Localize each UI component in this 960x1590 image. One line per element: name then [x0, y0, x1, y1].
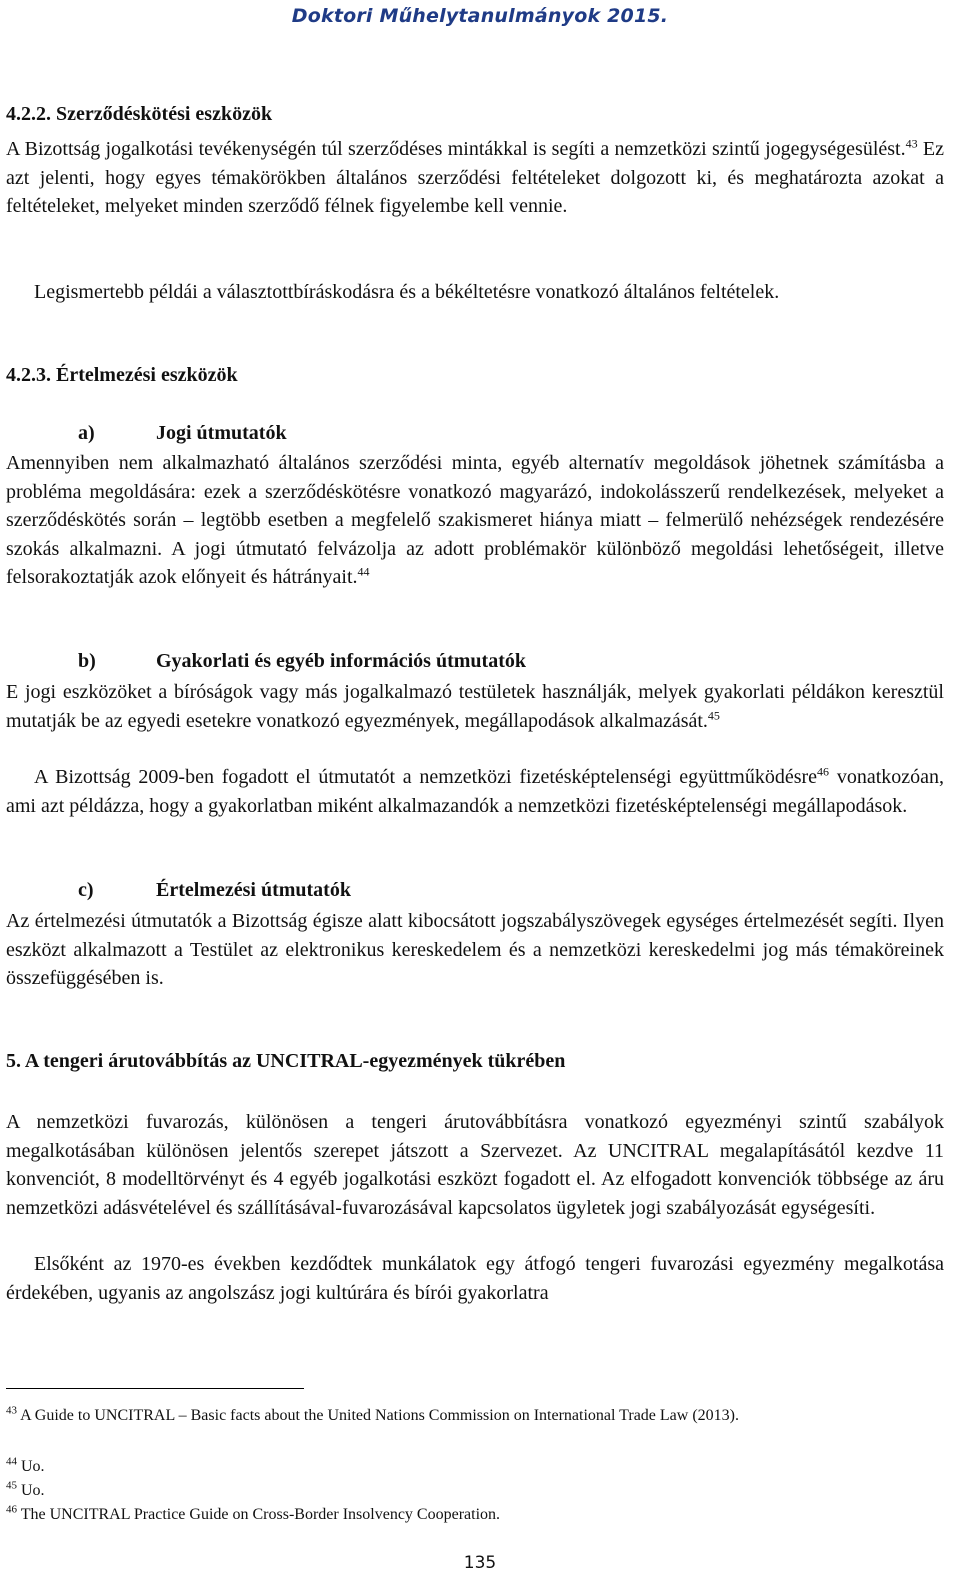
running-header: Doktori Műhelytanulmányok 2015.	[291, 5, 669, 27]
footnote-text: Uo.	[21, 1458, 45, 1475]
paragraph-text: A Bizottság jogalkotási tevékenységén túl szerződéses mintákkal is segíti a nemzetközi szintű jogegységesülést.	[6, 138, 906, 160]
paragraph-text: Ez azt jelenti, hogy egyes témakörökben általános szerződési feltételeket dolgozott ki, és meghatározta azokat a feltételeket, melyeket minden szerződő félnek figyelembe kell vennie.	[6, 138, 945, 217]
paragraph-contract-tools	[6, 135, 944, 221]
paragraph-text: A Bizottság 2009-ben fogadott el útmutatót a nemzetközi fizetésképtelenségi együttműködésre	[34, 766, 818, 788]
subheading-label: b)	[78, 650, 96, 672]
paragraph-text: Amennyiben nem alkalmazható általános szerződési minta, egyéb alternatív megoldások jöhetnek számításba a probléma megoldására: ezek a szerződéskötésre vonatkozó magyarázó, indokolásszerű rendelkezések, melyeket a szerződéskötés során – legtöbb esetben a megfelelő szakismeret hiánya miatt – felmerülő nehézségek rendezésére szokás alkalmazni. A jogi útmutató felvázolja az adott problémakör különböző megoldási lehetőségeit, illetve felsorakoztatják azok előnyeit és hátrányait.	[6, 452, 944, 588]
footnote-43	[6, 1404, 944, 1428]
footnote-text: The UNCITRAL Practice Guide on Cross-Border Insolvency Cooperation.	[20, 1506, 501, 1523]
footnote-46	[6, 1503, 944, 1527]
footnote-number: 45	[6, 1479, 17, 1492]
subheading-label: a)	[78, 422, 95, 444]
footnote-ref[interactable]: 46	[817, 764, 830, 779]
footnote-ref[interactable]: 44	[357, 564, 370, 579]
footnote-number: 46	[6, 1503, 17, 1516]
paragraph-insolvency-guide	[6, 763, 944, 820]
paragraph-text: E jogi eszközöket a bíróságok vagy más jogalkalmazó testületek használják, melyek gyakorlati példákon keresztül mutatják be az egyedi esetekre vonatkozó egyezmények, megállapodások alkalmazását.	[6, 681, 944, 732]
footnote-number: 44	[6, 1455, 17, 1468]
footnote-ref[interactable]: 43	[905, 136, 918, 151]
paragraph-text: vonatkozóan, ami azt példázza, hogy a gyakorlatban miként alkalmazandók a nemzetközi fizetésképtelenségi megállapodások.	[6, 766, 945, 817]
paragraph-1970s: Elsőként az 1970-es években kezdődtek munkálatok egy átfogó tengeri fuvarozási egyezmény megalkotása érdekében, ugyanis az angolszász jogi kultúrára és bírói gyakorlatra	[6, 1253, 944, 1304]
section-heading-4-2-3: 4.2.3. Értelmezési eszközök	[6, 364, 238, 386]
section-heading-4-2-2: 4.2.2. Szerződéskötési eszközök	[6, 103, 273, 125]
footnote-text: A Guide to UNCITRAL – Basic facts about the United Nations Commission on International Trade Law (2013).	[20, 1407, 739, 1424]
footnote-separator	[6, 1388, 304, 1389]
footnote-ref[interactable]: 45	[707, 707, 720, 722]
page-number: 135	[463, 1553, 497, 1573]
footnote-text: Uo.	[21, 1482, 45, 1499]
paragraph-legal-guides	[6, 449, 944, 592]
paragraph-interpretive-guides: Az értelmezési útmutatók a Bizottság égisze alatt kibocsátott jogszabályszövegek egységes értelmezését segíti. Ilyen eszközt alkalmazott a Testület az elektronikus kereskedelem és a nemzetközi kereskedelmi jog más témaköreinek összefüggésében is.	[6, 910, 944, 989]
subheading-a	[6, 422, 287, 445]
paragraph-examples: Legismertebb példái a választottbíráskodásra és a békéltetésre vonatkozó általános feltételek.	[34, 281, 780, 303]
subheading-label: c)	[78, 879, 94, 901]
footnote-number: 43	[6, 1404, 17, 1417]
paragraph-practical-guides	[6, 678, 944, 735]
subheading-b	[6, 650, 526, 673]
subheading-c	[6, 879, 351, 902]
paragraph-maritime-transport: A nemzetközi fuvarozás, különösen a tengeri árutovábbításra vonatkozó egyezményi szintű szabályok megalkotásában különösen jelentős szerepet játszott a Szervezet. Az UNCITRAL megalapításától kezdve 11 konvenciót, 8 modelltörvényt és 4 egyéb jogalkotási eszközt fogadott el. Az elfogadott konvenciók többsége az áru nemzetközi adásvételével és szállításával-fuvarozásával kapcsolatos ügyletek jogi szabályozását egységesíti.	[6, 1111, 944, 1219]
subheading-title: Értelmezési útmutatók	[156, 879, 351, 901]
section-heading-5: 5. A tengeri árutovábbítás az UNCITRAL-egyezmények tükrében	[6, 1050, 566, 1072]
footnote-45	[6, 1479, 944, 1503]
footnote-44	[6, 1455, 944, 1479]
subheading-title: Jogi útmutatók	[156, 422, 287, 444]
subheading-title: Gyakorlati és egyéb információs útmutatók	[156, 650, 526, 672]
